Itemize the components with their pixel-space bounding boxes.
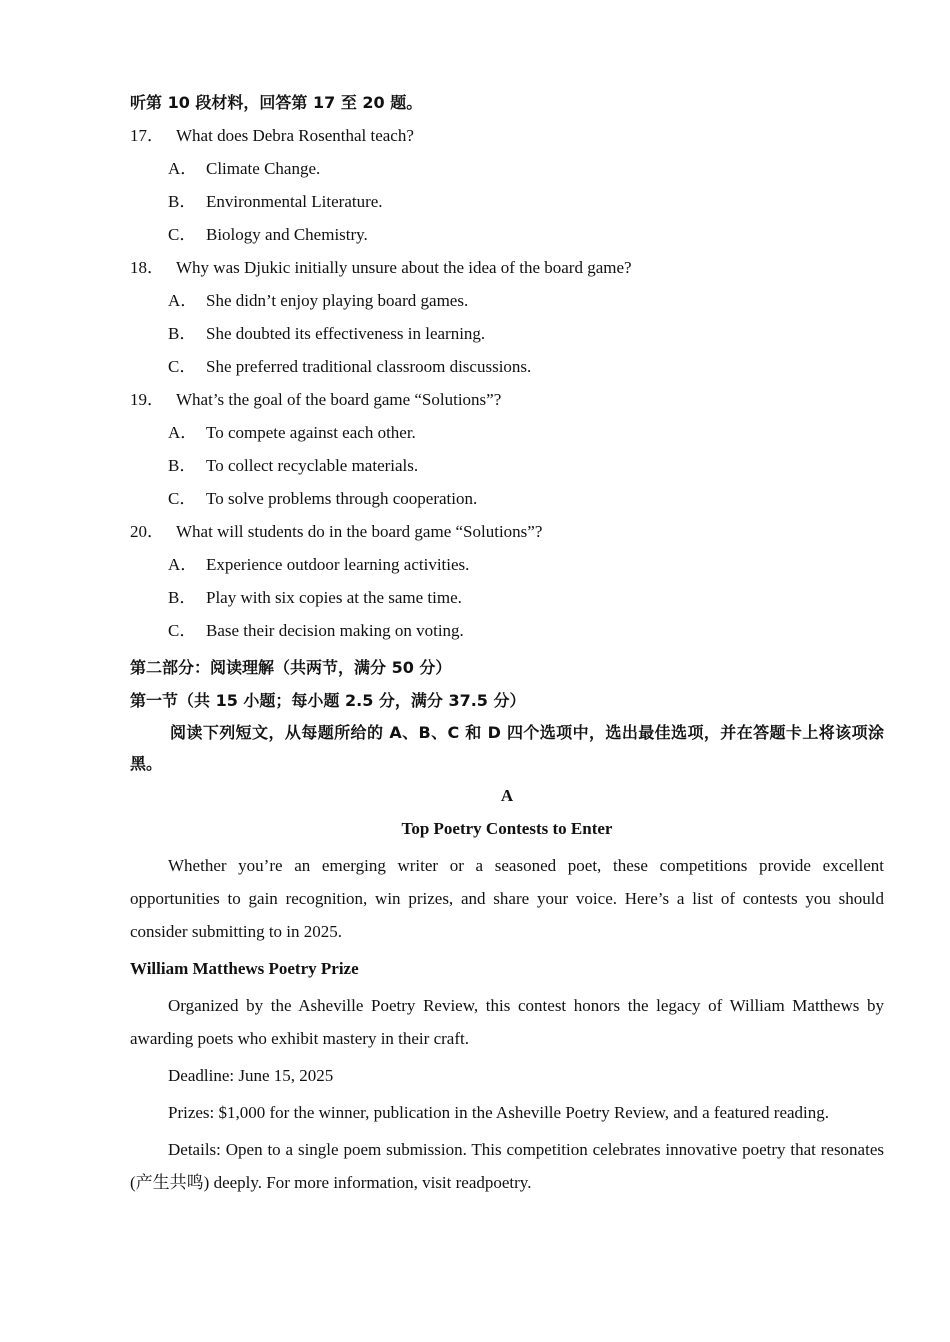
contest-organized: Organized by the Asheville Poetry Review, this contest honors the legacy of William Matthews by awarding poets who exhibit mastery in their craft.: [130, 996, 884, 1048]
option-text: She didn’t enjoy playing board games.: [206, 291, 469, 310]
option-19-b: [130, 449, 884, 482]
option-17-c: [130, 218, 884, 251]
option-text: Play with six copies at the same time.: [206, 588, 462, 607]
option-text: She preferred traditional classroom discussions.: [206, 357, 532, 376]
contest-deadline: Deadline: June 15, 2025: [168, 1066, 334, 1085]
question-text: What’s the goal of the board game “Solutions”?: [176, 390, 502, 409]
option-19-c: [130, 482, 884, 515]
question-number: 20．: [130, 522, 164, 541]
passage-title: Top Poetry Contests to Enter: [401, 819, 613, 838]
question-number: 19．: [130, 390, 164, 409]
option-20-c: [130, 614, 884, 647]
reading-instruction: 阅读下列短文，从每题所给的 A、B、C 和 D 四个选项中，选出最佳选项，并在答题卡上将该项涂黑。: [130, 723, 884, 773]
option-text: Biology and Chemistry.: [206, 225, 368, 244]
option-key: A．: [168, 555, 198, 574]
question-17: [130, 119, 884, 152]
option-key: C．: [168, 621, 197, 640]
option-text: Base their decision making on voting.: [206, 621, 464, 640]
option-text: Environmental Literature.: [206, 192, 383, 211]
passage-intro: Whether you’re an emerging writer or a seasoned poet, these competitions provide excellent opportunities to gain recognition, win prizes, and share your voice. Here’s a list of contests you should consider submitting to in 2025.: [130, 856, 884, 941]
part2-heading: 第二部分：阅读理解（共两节，满分 50 分）: [130, 658, 452, 677]
section1-heading: 第一节（共 15 小题；每小题 2.5 分，满分 37.5 分）: [130, 691, 526, 710]
option-19-a: [130, 416, 884, 449]
contest-prizes: Prizes: $1,000 for the winner, publication in the Asheville Poetry Review, and a featured reading.: [168, 1103, 830, 1122]
option-text: Climate Change.: [206, 159, 321, 178]
option-18-c: [130, 350, 884, 383]
option-20-a: [130, 548, 884, 581]
question-18: [130, 251, 884, 284]
question-text: What will students do in the board game “Solutions”?: [176, 522, 543, 541]
question-text: What does Debra Rosenthal teach?: [176, 126, 414, 145]
option-18-b: [130, 317, 884, 350]
option-key: A．: [168, 423, 198, 442]
option-key: C．: [168, 489, 197, 508]
option-17-a: [130, 152, 884, 185]
option-17-b: [130, 185, 884, 218]
option-text: Experience outdoor learning activities.: [206, 555, 470, 574]
passage-letter: A: [500, 786, 514, 805]
option-key: B．: [168, 324, 197, 343]
question-number: 18．: [130, 258, 164, 277]
option-key: C．: [168, 357, 197, 376]
option-18-a: [130, 284, 884, 317]
option-key: B．: [168, 588, 197, 607]
option-text: She doubted its effectiveness in learning.: [206, 324, 486, 343]
exam-page: [130, 86, 884, 1203]
option-text: To solve problems through cooperation.: [206, 489, 478, 508]
option-key: B．: [168, 192, 197, 211]
contest-details: Details: Open to a single poem submission. This competition celebrates innovative poetry that resonates (产生共鸣) deeply. For more information, visit readpoetry.: [130, 1140, 884, 1192]
option-key: C．: [168, 225, 197, 244]
question-number: 17．: [130, 126, 164, 145]
option-text: To compete against each other.: [206, 423, 416, 442]
question-text: Why was Djukic initially unsure about the idea of the board game?: [176, 258, 632, 277]
option-20-b: [130, 581, 884, 614]
listening-heading: 听第 10 段材料，回答第 17 至 20 题。: [130, 93, 423, 112]
option-key: A．: [168, 159, 198, 178]
question-19: [130, 383, 884, 416]
option-key: A．: [168, 291, 198, 310]
option-text: To collect recyclable materials.: [206, 456, 419, 475]
contest-title: William Matthews Poetry Prize: [130, 959, 359, 978]
option-key: B．: [168, 456, 197, 475]
question-20: [130, 515, 884, 548]
